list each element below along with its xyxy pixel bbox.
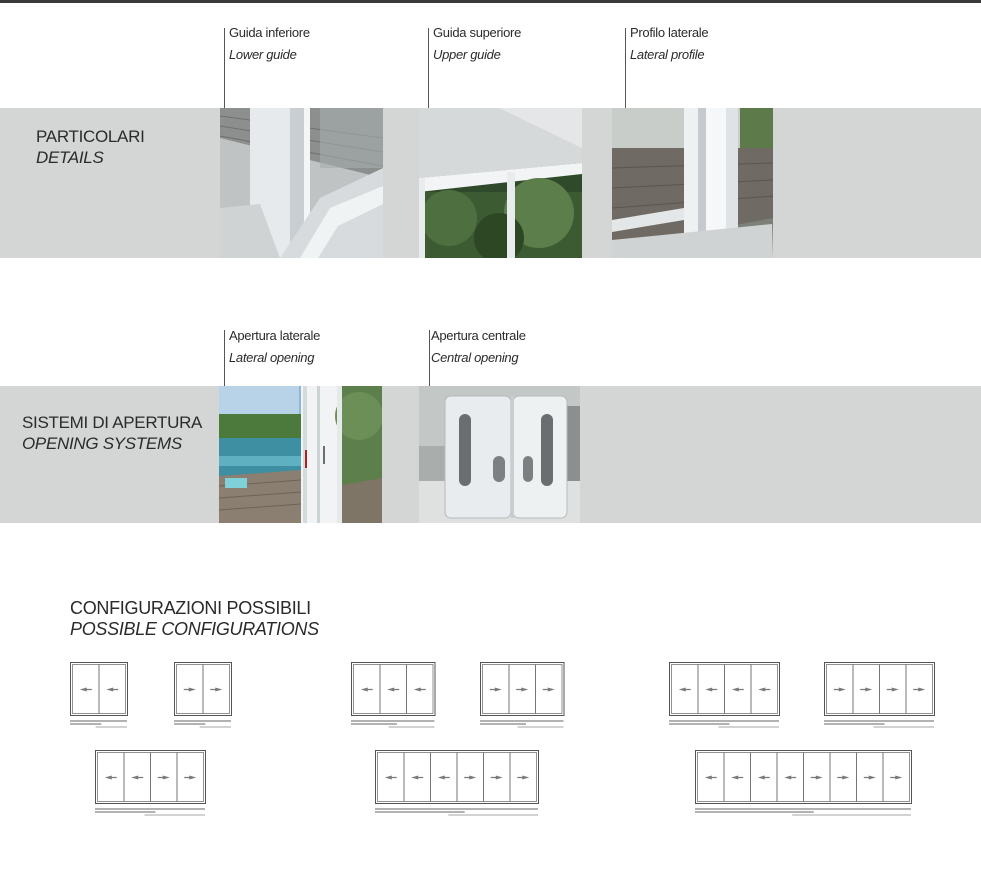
arrow-right-icon (837, 776, 849, 780)
arrow-right-icon (811, 776, 823, 780)
configuration-diagram (70, 662, 129, 731)
arrow-left-icon (732, 688, 744, 692)
arrow-right-icon (184, 776, 196, 780)
caption-lower-guide (229, 22, 310, 66)
caption-it: Apertura centrale (431, 328, 526, 343)
arrow-left-icon (106, 688, 118, 692)
configuration-diagram (95, 750, 207, 819)
caption-it: Apertura laterale (229, 328, 321, 343)
arrow-right-icon (464, 776, 476, 780)
arrow-right-icon (864, 776, 876, 780)
caption-central-opening (431, 325, 526, 369)
arrow-right-icon (158, 776, 170, 780)
opening-section-title (22, 412, 202, 454)
configuration-diagram (695, 750, 913, 819)
arrow-right-icon (890, 776, 902, 780)
arrow-left-icon (705, 688, 717, 692)
configuration-diagram (174, 662, 233, 731)
leader-line (224, 330, 225, 388)
arrow-left-icon (784, 776, 796, 780)
arrow-right-icon (210, 688, 222, 692)
caption-lateral-profile (630, 22, 708, 66)
arrow-left-icon (385, 776, 397, 780)
arrow-left-icon (414, 688, 426, 692)
arrow-right-icon (516, 688, 528, 692)
arrow-right-icon (491, 776, 503, 780)
caption-en: Upper guide (433, 47, 501, 62)
arrow-right-icon (887, 688, 899, 692)
configuration-diagram (375, 750, 540, 819)
configurations-title (70, 598, 319, 640)
arrow-right-icon (517, 776, 529, 780)
arrow-left-icon (679, 688, 691, 692)
arrow-right-icon (860, 688, 872, 692)
arrow-right-icon (913, 688, 925, 692)
arrow-left-icon (80, 688, 92, 692)
caption-lateral-opening (229, 325, 320, 369)
arrow-left-icon (131, 776, 143, 780)
configurations-title-it: CONFIGURAZIONI POSSIBILI (70, 598, 311, 618)
arrow-left-icon (758, 688, 770, 692)
lateral-profile-photo (612, 108, 773, 258)
caption-it: Profilo laterale (630, 25, 709, 40)
caption-en: Lower guide (229, 47, 297, 62)
opening-title-en: OPENING SYSTEMS (22, 434, 182, 453)
arrow-right-icon (834, 688, 846, 692)
arrow-right-icon (184, 688, 196, 692)
details-section-title (36, 126, 145, 168)
caption-it: Guida inferiore (229, 25, 310, 40)
arrow-left-icon (387, 688, 399, 692)
arrow-right-icon (490, 688, 502, 692)
configuration-diagram (669, 662, 781, 731)
arrow-left-icon (758, 776, 770, 780)
caption-en: Central opening (431, 350, 519, 365)
top-rule (0, 0, 981, 3)
configuration-diagram (824, 662, 936, 731)
configuration-diagram (351, 662, 437, 731)
arrow-right-icon (543, 688, 555, 692)
upper-guide-photo (419, 108, 582, 258)
configuration-diagram (480, 662, 566, 731)
arrow-left-icon (731, 776, 743, 780)
caption-en: Lateral opening (229, 350, 315, 365)
leader-line (224, 28, 225, 110)
caption-it: Guida superiore (433, 25, 521, 40)
arrow-left-icon (705, 776, 717, 780)
central-opening-photo (419, 386, 580, 523)
lower-guide-photo (220, 108, 383, 258)
arrow-left-icon (438, 776, 450, 780)
details-title-en: DETAILS (36, 148, 104, 167)
lateral-opening-photo (219, 386, 382, 523)
opening-title-it: SISTEMI DI APERTURA (22, 413, 203, 432)
caption-upper-guide (433, 22, 521, 66)
caption-en: Lateral profile (630, 47, 705, 62)
arrow-left-icon (411, 776, 423, 780)
arrow-left-icon (361, 688, 373, 692)
configurations-title-en: POSSIBLE CONFIGURATIONS (70, 619, 319, 639)
arrow-left-icon (105, 776, 117, 780)
details-title-it: PARTICOLARI (36, 127, 145, 146)
